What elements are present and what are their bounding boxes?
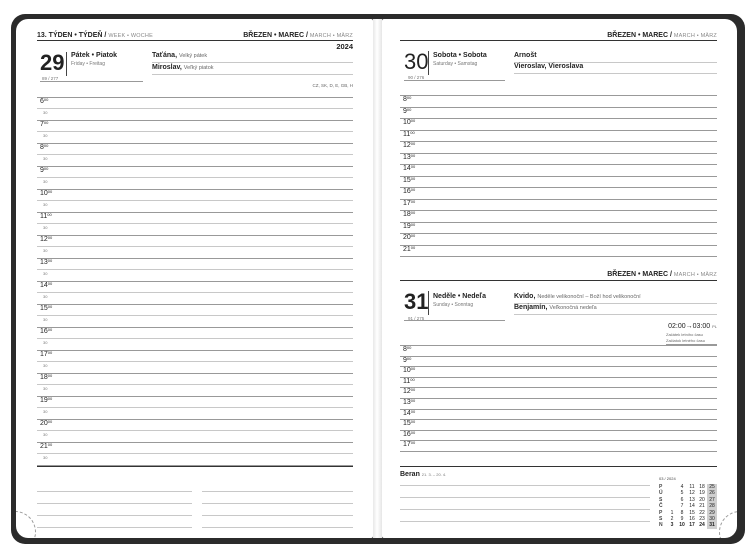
calendar-day: 2	[670, 515, 674, 522]
zodiac-label	[400, 471, 446, 478]
corner-perforation	[16, 511, 36, 538]
nameday-name: Vieroslav, Vieroslava	[514, 63, 584, 70]
calendar-day: 25	[707, 484, 717, 490]
half-hour-rule	[37, 200, 353, 201]
hour-rule	[37, 442, 353, 443]
time-change-tag: PL	[712, 324, 717, 329]
time-change-value: 02:00→03:00	[668, 323, 711, 330]
time-change-notice	[668, 323, 717, 330]
notes-line	[37, 503, 192, 504]
day-of-year-count: 89 / 277	[42, 76, 59, 81]
hour-minutes: 00	[410, 233, 416, 238]
hour-rule	[37, 396, 353, 397]
hour-label: $13^{00}$	[40, 258, 53, 266]
calendar-day: 26	[707, 490, 717, 496]
nameday-rule	[514, 73, 717, 74]
half-hour-rule	[37, 315, 353, 316]
header-rule	[400, 40, 717, 41]
hour-rule	[400, 356, 717, 357]
month-label: BŘEZEN • MAREC /	[243, 32, 308, 39]
hour-label: $10^{00}$	[403, 118, 416, 126]
half-hour-label: 30	[43, 363, 48, 368]
hour-minutes: 00	[406, 95, 412, 100]
hour-minutes: 00	[410, 129, 415, 135]
hour-label: $21^{00}$	[403, 244, 416, 253]
half-hour-rule	[37, 430, 353, 431]
half-hour-rule	[37, 453, 353, 454]
calendar-weekday-label: S	[659, 515, 663, 522]
notes-line	[400, 497, 650, 498]
half-hour-label: 30	[43, 455, 48, 460]
half-hour-label: 30	[43, 386, 48, 391]
calendar-day: 7	[680, 503, 684, 510]
calendar-weekday-label: N	[659, 522, 663, 529]
hour-label: $10^{00}$	[40, 189, 53, 197]
hour-rule	[400, 199, 717, 200]
hour-label: $21^{00}$	[40, 442, 53, 450]
half-hour-label: 30	[43, 225, 48, 230]
notes-line	[400, 509, 650, 510]
hour-label: $16^{00}$	[40, 327, 53, 335]
hour-minutes: 00	[410, 198, 416, 204]
hour-minutes: 00	[410, 164, 416, 169]
hour-label: $14^{00}$	[403, 164, 416, 172]
hour-label: $15^{00}$	[40, 304, 53, 312]
calendar-day: 3	[670, 522, 674, 529]
hour-label: $20^{00}$	[40, 419, 53, 427]
hour-rule	[400, 233, 717, 234]
day-divider	[428, 51, 429, 75]
hour-rule	[400, 387, 717, 388]
hour-minutes: 00	[406, 345, 412, 350]
hour-label: $7^{00}$	[40, 120, 49, 128]
calendar-weekday-label: P	[659, 484, 663, 490]
hour-minutes: 00	[43, 97, 49, 102]
hour-minutes: 00	[410, 152, 416, 158]
hour-label: $12^{00}$	[403, 387, 416, 396]
half-hour-rule	[37, 223, 353, 224]
calendar-day: 21	[699, 503, 705, 510]
hour-label: $10^{00}$	[403, 366, 416, 375]
hour-rule	[400, 176, 717, 177]
half-hour-label: 30	[43, 409, 48, 414]
hour-minutes: 00	[410, 387, 416, 393]
day-sub-name: Friday • Freitag	[71, 61, 105, 67]
half-hour-rule	[37, 131, 353, 132]
day-number: 29	[40, 50, 65, 75]
hour-rule	[37, 373, 353, 374]
hour-label: $18^{00}$	[40, 373, 53, 381]
day-block-rule	[40, 81, 143, 82]
day-number: 31	[404, 289, 429, 314]
hour-label: $13^{00}$	[403, 152, 416, 161]
hour-rule	[400, 222, 717, 223]
calendar-day: 8	[680, 509, 684, 516]
month-header	[607, 271, 717, 278]
holiday-text: Neděle velikonoční – Boží hod velikonoční	[537, 294, 641, 300]
calendar-day: 11	[689, 484, 695, 490]
half-hour-rule	[37, 338, 353, 339]
calendar-day: 12	[689, 490, 695, 497]
month-sub-label: MARCH • MÄRZ	[673, 33, 717, 39]
hour-minutes: 00	[43, 143, 49, 148]
hour-label: $19^{00}$	[40, 396, 53, 404]
half-hour-label: 30	[43, 317, 48, 322]
nameday-rule	[152, 74, 353, 75]
hour-label: $9^{00}$	[403, 106, 412, 115]
week-sub-label: WEEK • WOCHE	[108, 33, 153, 39]
book-gutter	[373, 19, 382, 538]
calendar-day: 18	[699, 484, 705, 490]
nameday-rule	[514, 314, 717, 315]
calendar-day: 30	[707, 516, 717, 522]
half-hour-label: 30	[43, 294, 48, 299]
half-hour-label: 30	[43, 133, 48, 138]
nameday-rule	[152, 62, 353, 63]
day-block-rule	[404, 80, 505, 81]
hour-label: $20^{00}$	[403, 233, 416, 241]
hour-rule	[400, 398, 717, 399]
half-hour-label: 30	[43, 110, 48, 115]
day-block-rule	[404, 320, 505, 321]
hour-label: $16^{00}$	[403, 187, 416, 195]
notes-line	[37, 491, 192, 492]
hour-label: $17^{00}$	[403, 440, 416, 449]
hour-minutes: 00	[410, 175, 416, 181]
hour-minutes: 00	[410, 210, 416, 215]
notes-line	[400, 521, 650, 522]
hour-minutes: 00	[410, 141, 416, 146]
hour-label: $12^{00}$	[403, 141, 416, 149]
hour-minutes: 00	[410, 118, 416, 123]
hour-label: $15^{00}$	[403, 175, 416, 184]
hour-rule	[400, 153, 717, 154]
hour-rule	[400, 95, 717, 96]
month-sub-label: MARCH • MÄRZ	[673, 272, 717, 278]
hour-label: $11^{00}$	[403, 376, 415, 385]
calendar-weekday-label: P	[659, 509, 663, 516]
notes-line	[37, 515, 192, 516]
holiday-text: Velký pátek	[178, 53, 208, 59]
calendar-day: 4	[680, 484, 684, 490]
day-divider	[428, 291, 429, 315]
calendar-day: 5	[680, 490, 684, 497]
hour-rule	[400, 130, 717, 131]
zodiac-range: 21. 3. – 20. 4.	[421, 472, 447, 477]
day-of-year-count: 91 / 275	[408, 316, 425, 321]
half-hour-label: 30	[43, 340, 48, 345]
hour-label: $16^{00}$	[403, 429, 416, 438]
hour-label: $11^{00}$	[403, 129, 415, 138]
day-name: Sobota • Sobota	[433, 52, 487, 59]
half-hour-rule	[37, 407, 353, 408]
hour-rule	[400, 245, 717, 246]
hour-rule	[37, 304, 353, 305]
calendar-day: 16	[689, 515, 695, 522]
hour-minutes: 00	[410, 440, 416, 446]
hour-label: $8^{00}$	[403, 345, 412, 353]
hour-minutes: 00	[43, 120, 49, 125]
hour-minutes: 00	[410, 187, 416, 192]
hour-label: $17^{00}$	[403, 198, 416, 207]
day-sub-name: Saturday • Samstag	[433, 61, 478, 67]
left-page	[16, 19, 373, 538]
half-hour-label: 30	[43, 156, 48, 161]
half-hour-label: 30	[43, 248, 48, 253]
hour-minutes: 00	[47, 235, 53, 240]
hour-minutes: 00	[47, 373, 53, 378]
notes-top-rule	[37, 466, 353, 467]
hour-label: $18^{00}$	[403, 210, 416, 218]
day-sub-name: Sunday • Sonntag	[433, 302, 474, 308]
hour-minutes: 00	[47, 419, 53, 424]
hour-minutes: 00	[47, 258, 53, 263]
hour-label: $11^{00}$	[40, 212, 52, 220]
notes-line	[202, 491, 353, 492]
hour-minutes: 00	[410, 366, 416, 372]
day-name: Pátek • Piatok	[71, 52, 118, 59]
calendar-day: 13	[689, 496, 695, 503]
hour-rule	[400, 409, 717, 410]
hour-label: $8^{00}$	[40, 143, 49, 151]
notes-line	[400, 485, 650, 486]
week-header	[37, 32, 153, 39]
hour-rule	[37, 350, 353, 351]
hour-minutes: 00	[410, 244, 416, 250]
year-label: 2024	[336, 42, 353, 51]
hour-minutes: 00	[410, 376, 415, 382]
mini-calendar-title: 03 / 2024	[659, 476, 676, 481]
day-section-rule	[400, 280, 717, 281]
hour-rule	[37, 258, 353, 259]
calendar-weekday-label: Ú	[659, 490, 663, 497]
calendar-day: 10	[679, 522, 685, 529]
calendar-day: 19	[699, 490, 705, 497]
hour-rule	[400, 256, 717, 257]
right-page	[382, 19, 737, 538]
header-rule	[37, 40, 353, 41]
day-number: 30	[404, 49, 429, 74]
hour-label: $13^{00}$	[403, 398, 416, 406]
calendar-day: 28	[707, 503, 717, 509]
calendar-weekday-label: Č	[659, 503, 663, 510]
holiday-countries: CZ, SK, D, E, GB, H	[312, 83, 353, 88]
dst-note-sk: Začiatok letného času	[666, 338, 705, 343]
holiday-text: Veľkonočná nedeľa	[549, 305, 597, 311]
hour-rule	[400, 210, 717, 211]
hour-label: $9^{00}$	[40, 166, 49, 174]
hour-minutes: 00	[47, 189, 53, 194]
calendar-day: 29	[707, 510, 717, 516]
hour-rule	[37, 189, 353, 190]
nameday-name: Benjamín,	[514, 304, 548, 311]
corner-perforation	[719, 511, 737, 538]
hour-rule	[400, 440, 717, 441]
calendar-day: 17	[689, 522, 695, 529]
nameday-line-1	[514, 293, 641, 300]
dst-note-cz: Začátek letního času	[666, 332, 703, 337]
hour-minutes: 00	[47, 327, 53, 332]
month-sub-label: MARCH • MÄRZ	[309, 33, 353, 39]
hour-rule	[400, 377, 717, 378]
hour-label: $14^{00}$	[40, 281, 53, 289]
hour-label: $6^{00}$	[40, 97, 49, 105]
day-name: Neděle • Nedeľa	[433, 293, 487, 300]
nameday-line-2	[514, 304, 597, 311]
calendar-day: 6	[680, 496, 684, 503]
hour-rule	[37, 143, 353, 144]
hour-rule	[400, 164, 717, 165]
hour-rule	[37, 97, 353, 98]
day-divider	[66, 52, 67, 76]
zodiac-name: Beran	[400, 471, 420, 478]
nameday-name: Kvido,	[514, 293, 536, 300]
hour-label: $14^{00}$	[403, 408, 416, 417]
hour-minutes: 00	[410, 408, 416, 414]
hour-rule	[37, 327, 353, 328]
notes-top-rule	[400, 466, 717, 467]
hour-rule	[400, 187, 717, 188]
hour-rule	[37, 120, 353, 121]
hour-rule	[37, 281, 353, 282]
half-hour-rule	[37, 384, 353, 385]
hour-minutes: 00	[47, 212, 52, 217]
calendar-day: 20	[699, 496, 705, 503]
month-header	[607, 32, 717, 39]
calendar-day: 27	[707, 497, 717, 503]
hour-label: $17^{00}$	[40, 350, 53, 358]
half-hour-rule	[37, 108, 353, 109]
nameday-name: Arnošt	[514, 52, 537, 59]
calendar-day: 9	[680, 515, 684, 522]
day-of-year-count: 90 / 276	[408, 75, 425, 80]
month-header	[243, 32, 353, 39]
notes-line	[202, 515, 353, 516]
calendar-day: 24	[699, 522, 705, 529]
hour-label: $19^{00}$	[403, 221, 416, 230]
mini-calendar-grid	[659, 484, 717, 529]
hour-minutes: 00	[410, 221, 416, 227]
calendar-day: 23	[699, 515, 705, 522]
hour-rule	[37, 419, 353, 420]
hour-rule	[37, 166, 353, 167]
hour-rule	[400, 118, 717, 119]
half-hour-rule	[37, 246, 353, 247]
month-label: BŘEZEN • MAREC /	[607, 32, 672, 39]
calendar-day: 1	[670, 509, 674, 516]
hour-minutes: 00	[47, 350, 53, 355]
hour-rule	[400, 345, 717, 346]
hour-minutes: 00	[410, 398, 416, 403]
nameday-name: Miroslav,	[152, 64, 182, 71]
hour-rule	[400, 366, 717, 367]
nameday-line-2	[514, 63, 583, 70]
half-hour-label: 30	[43, 271, 48, 276]
calendar-weekday-label: S	[659, 496, 663, 503]
nameday-name: Taťána,	[152, 52, 178, 59]
holiday-text: Veľký piatok	[183, 65, 214, 71]
nameday-line-1	[152, 52, 207, 59]
hour-minutes: 00	[410, 429, 416, 435]
half-hour-rule	[37, 154, 353, 155]
hour-label: $9^{00}$	[403, 355, 412, 364]
hour-rule	[400, 451, 717, 452]
month-label: BŘEZEN • MAREC /	[607, 271, 672, 278]
half-hour-label: 30	[43, 179, 48, 184]
notes-line	[202, 527, 353, 528]
half-hour-rule	[37, 292, 353, 293]
hour-rule	[400, 430, 717, 431]
hour-label: $15^{00}$	[403, 419, 416, 428]
calendar-day: 22	[699, 509, 705, 516]
hour-rule	[400, 419, 717, 420]
hour-minutes: 00	[47, 304, 53, 309]
hour-minutes: 00	[47, 442, 53, 447]
half-hour-rule	[37, 269, 353, 270]
hour-rule	[37, 212, 353, 213]
hour-rule	[400, 141, 717, 142]
calendar-day: 15	[689, 509, 695, 516]
hour-label: $8^{00}$	[403, 95, 412, 103]
half-hour-rule	[37, 177, 353, 178]
hour-rule	[400, 107, 717, 108]
week-label: 13. TÝDEN • TÝDEŇ /	[37, 32, 107, 39]
hour-label: $12^{00}$	[40, 235, 53, 243]
hour-minutes: 00	[406, 106, 412, 112]
mini-calendar	[659, 476, 721, 529]
half-hour-label: 30	[43, 432, 48, 437]
calendar-day: 31	[707, 522, 717, 528]
half-hour-rule	[37, 361, 353, 362]
nameday-line-1	[514, 52, 537, 59]
hour-minutes: 00	[47, 281, 53, 286]
hour-rule	[37, 235, 353, 236]
notes-line	[202, 503, 353, 504]
notes-line	[37, 527, 192, 528]
calendar-day: 14	[689, 503, 695, 510]
hour-minutes: 00	[406, 355, 412, 361]
hour-minutes: 00	[410, 419, 416, 425]
half-hour-label: 30	[43, 202, 48, 207]
nameday-line-2	[152, 64, 214, 71]
hour-minutes: 00	[47, 396, 53, 401]
hour-minutes: 00	[43, 166, 49, 171]
